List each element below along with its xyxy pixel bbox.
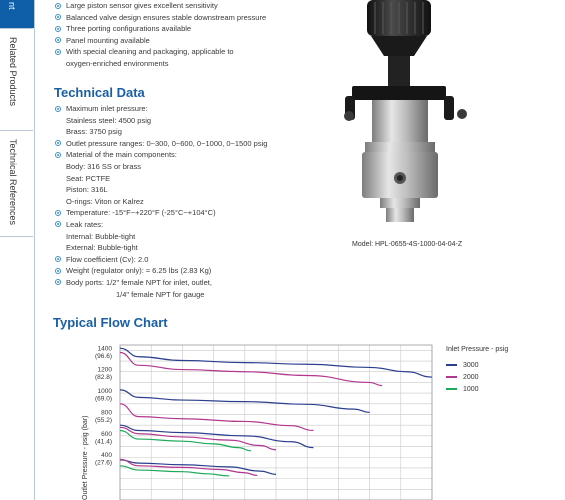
feature-item: Large piston sensor gives excellent sensitivity xyxy=(54,0,266,12)
technical-data-item: Flow coefficient (Cv): 2.0 xyxy=(54,254,267,266)
legend-item-2000: 2000 xyxy=(446,374,479,381)
technical-data-subitem: Seat: PCTFE xyxy=(66,173,111,183)
y-tick-label: 400 xyxy=(101,452,112,460)
technical-data-subitem: Body: 316 SS or brass xyxy=(66,161,142,171)
series-line-3000 xyxy=(120,460,276,474)
chart-title: Typical Flow Chart xyxy=(53,315,168,330)
feature-item: Panel mounting available xyxy=(54,35,266,47)
legend-title: Inlet Pressure - psig xyxy=(446,346,509,353)
y-tick-sublabel: (55.2) xyxy=(95,416,112,424)
sidebar-tab-label: Technical References xyxy=(8,139,18,226)
sidebar-tab-label: Related Products xyxy=(8,37,18,107)
technical-data-item: Leak rates: Internal: Bubble-tight External: Bubble-tight xyxy=(54,219,267,254)
series-line-2000 xyxy=(120,404,313,431)
series-line-2000 xyxy=(120,352,382,385)
technical-data-item: Weight (regulator only): ≈ 6.25 lbs (2.83 Kg) xyxy=(54,265,267,277)
legend-swatch xyxy=(446,376,457,378)
technical-data-subitem: Brass: 3750 psig xyxy=(66,127,122,137)
technical-data-subitem: Piston: 316L xyxy=(66,185,108,195)
y-axis-label: Outlet Pressure - psig (bar) xyxy=(82,415,89,500)
sidebar-tab-active-label: nt xyxy=(7,2,17,10)
technical-data-subitem: External: Bubble-tight xyxy=(66,243,138,253)
y-tick-label: 1400 xyxy=(97,345,112,353)
y-tick-label: 800 xyxy=(101,409,112,417)
feature-item: Three porting configurations available xyxy=(54,23,266,35)
feature-item: With special cleaning and packaging, applicable to oxygen-enriched environments xyxy=(54,46,266,69)
legend-swatch xyxy=(446,364,457,366)
technical-data-heading: Technical Data xyxy=(54,85,145,100)
legend-item-1000: 1000 xyxy=(446,386,479,393)
y-tick-sublabel: (41.4) xyxy=(95,438,112,446)
technical-data-subitem: O-rings: Viton or Kalrez xyxy=(66,196,144,206)
y-tick-label: 1200 xyxy=(97,366,112,374)
y-tick-sublabel: (82.8) xyxy=(95,374,112,382)
feature-continuation: oxygen-enriched environments xyxy=(66,58,169,68)
y-tick-label: 600 xyxy=(101,430,112,438)
feature-item: Balanced valve design ensures stable downstream pressure xyxy=(54,12,266,24)
y-axis-ticks xyxy=(95,345,112,466)
legend-swatch xyxy=(446,388,457,390)
technical-data-subitem: Internal: Bubble-tight xyxy=(66,231,136,241)
technical-data-item: Material of the main components: Body: 316 SS or brass Seat: PCTFE Piston: 316L O-rings: Viton or Kalrez xyxy=(54,149,267,207)
y-tick-sublabel: (96.6) xyxy=(95,352,112,360)
legend-item-3000: 3000 xyxy=(446,362,479,369)
y-tick-label: 1000 xyxy=(97,388,112,396)
technical-data-subitem: 1/4" female NPT for gauge xyxy=(116,289,205,299)
technical-data-subitem: Stainless steel: 4500 psig xyxy=(66,115,152,125)
technical-data-item: Body ports: 1/2" female NPT for inlet, outlet, 1/4" female NPT for gauge xyxy=(54,277,267,300)
y-tick-sublabel: (69.0) xyxy=(95,395,112,403)
technical-data-item: Maximum inlet pressure: Stainless steel: 4500 psig Brass: 3750 psig xyxy=(54,103,267,138)
technical-data-item: Temperature: -15°F~+220°F (-25°C~+104°C) xyxy=(54,207,267,219)
technical-data-item: Outlet pressure ranges: 0~300, 0~600, 0~1000, 0~1500 psig xyxy=(54,138,267,150)
model-caption: Model: HPL-0655-4S-1000-04-04-Z xyxy=(352,241,463,248)
y-tick-sublabel: (27.6) xyxy=(95,459,112,467)
